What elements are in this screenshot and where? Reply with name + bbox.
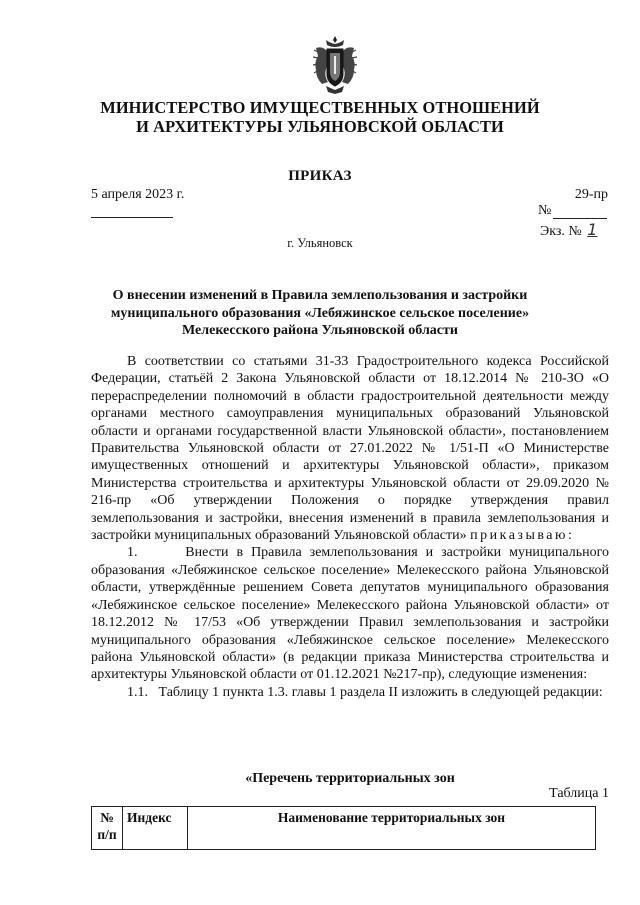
ministry-line-1: МИНИСТЕРСТВО ИМУЩЕСТВЕННЫХ ОТНОШЕНИЙ [100,98,540,117]
document-type-title: ПРИКАЗ [288,168,352,184]
item-1-1-paragraph: 1.1. Таблицу 1 пункта 1.3. главы 1 раздела II изложить в следующей редакции: [127,684,603,700]
table-header-row [92,807,596,850]
header-zone-name: Наименование территориальных зон [188,807,596,850]
number-underline [553,218,607,219]
header-number: № п/п [92,807,123,850]
zones-list-title: «Перечень территориальных зон [245,771,455,786]
subject-line-1: О внесении изменений в Правила землепользования и застройки [112,288,528,303]
subject-line-2: муниципального образования «Лебяжинское сельское поселение» [110,305,530,321]
item-1-paragraph: 1. Внести в Правила землепользования и застройки муниципального образования «Лебяжинское сельское поселение» Мелекесского района Ульяновской области, утверждённые решением Совета депутатов муниципального образования «Лебяжинское сельское поселение» Мелекесского района Ульяновской области» от 18.12.2012 № 17/53 «Об утверждении Правил землепользования и застройки муниципального образования «Лебяжинское сельское поселение» Мелекесского района Ульяновской области» (в редакции приказа Министерства строительства и архитектуры Ульяновской области от 01.12.2021 №217-пр), следующие изменения: [91,545,609,683]
date-underline [91,217,173,218]
table-label: Таблица 1 [549,786,609,801]
order-subject [0,287,640,340]
order-number: 29-пр [574,187,608,202]
subject-line-3: Мелекесского района Ульяновской области [182,323,458,338]
coat-of-arms-emblem [312,34,358,96]
ministry-line-2: И АРХИТЕКТУРЫ УЛЬЯНОВСКОЙ ОБЛАСТИ [136,117,504,136]
number-mark: № [538,203,552,218]
copy-label: Экз. № [540,224,582,239]
order-date: 5 апреля 2023 г. [91,187,185,202]
zones-table [91,806,596,850]
city: г. Ульяновск [287,236,353,250]
header-index: Индекс [123,807,188,850]
copy-number: 1 [587,220,598,239]
ministry-name [0,98,640,136]
preamble-text: В соответствии со статьями 31-33 Градостроительного кодекса Российской Федерации, статьёй 2 Закона Ульяновской области от 18.12.2014 № 210-ЗО «О перераспределении полномочий в области градостроительной деятельности между органами местного самоуправления муниципальных образований Ульяновской области и органами государственной власти Ульяновской области», постановлением Правительства Ульяновской области от 27.01.2022 № 1/51-П «О Министерстве имущественных отношений и архитектуры Ульяновской области», приказом Министерства строительства и архитектуры Ульяновской области от 29.09.2020 № 216-пр «Об утверждении Положения о порядке утверждения правил землепользования и застройки, внесения изменений в правила землепользования и застройки муниципальных образований Ульяновской области» [91,354,609,544]
preamble-paragraph [91,353,609,544]
order-body [91,353,609,701]
decree-word: приказываю: [470,528,575,544]
